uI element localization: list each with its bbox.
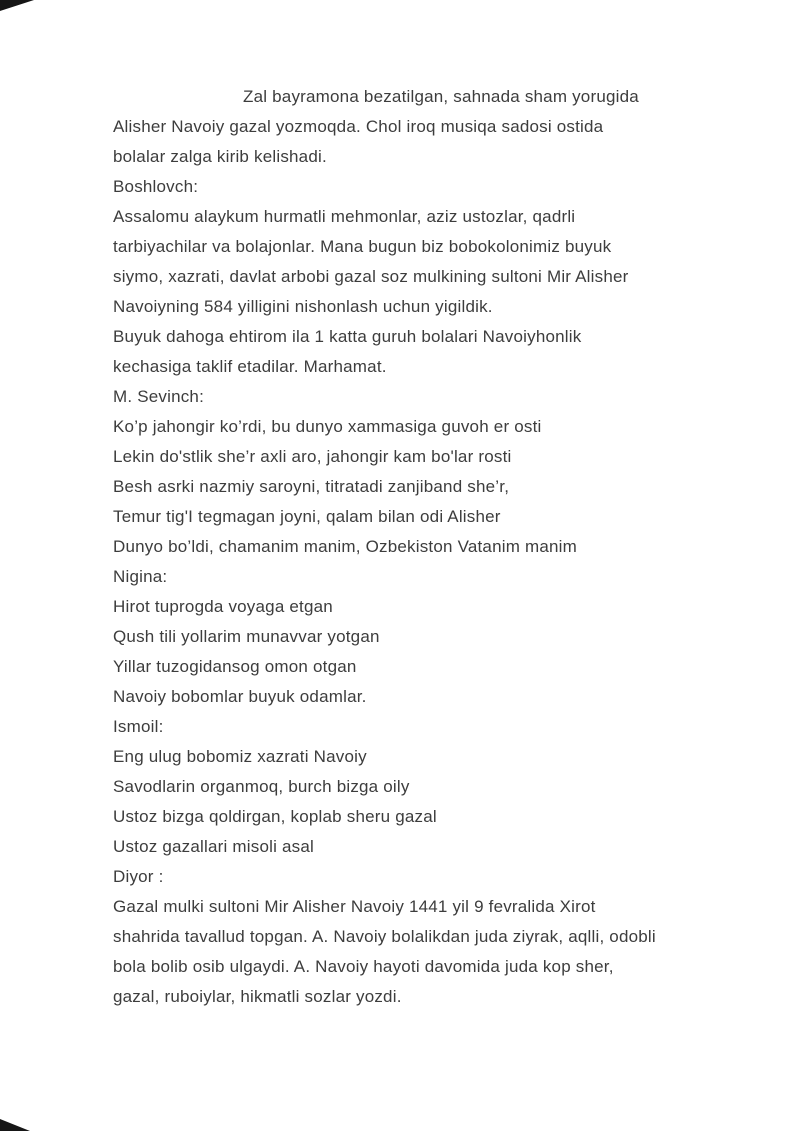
text-line: M. Sevinch: [113,387,205,406]
document-lines [113,82,745,1012]
text-line: Lekin do'stlik she’r axli aro, jahongir kam bo'lar rosti [113,447,512,466]
text-line: Dunyo bo’ldi, chamanim manim, Ozbekiston Vatanim manim [113,537,577,556]
text-line: kechasiga taklif etadilar. Marhamat. [113,357,387,376]
text-line: Buyuk dahoga ehtirom ila 1 katta guruh bolalari Navoiyhonlik [113,327,582,346]
text-line: Ustoz bizga qoldirgan, koplab sheru gazal [113,807,437,826]
text-line: Diyor : [113,867,164,886]
text-line: tarbiyachilar va bolajonlar. Mana bugun biz bobokolonimiz buyuk [113,237,612,256]
text-line: Temur tig'I tegmagan joyni, qalam bilan odi Alisher [113,507,501,526]
text-line: Hirot tuprogda voyaga etgan [113,597,333,616]
text-line: Boshlovch: [113,177,199,196]
text-line: Ko’p jahongir ko’rdi, bu dunyo xammasiga guvoh er osti [113,417,542,436]
text-line: shahrida tavallud topgan. A. Navoiy bolalikdan juda ziyrak, aqlli, odobli [113,927,656,946]
text-line: Yillar tuzogidansog omon otgan [113,657,357,676]
text-line: Ustoz gazallari misoli asal [113,837,314,856]
text-line: gazal, ruboiylar, hikmatli sozlar yozdi. [113,987,402,1006]
scan-artifact-top-left [0,0,34,11]
text-line: bolalar zalga kirib kelishadi. [113,147,327,166]
text-line: siymo, xazrati, davlat arbobi gazal soz mulkining sultoni Mir Alisher [113,267,629,286]
text-line: bola bolib osib ulgaydi. A. Navoiy hayoti davomida juda kop sher, [113,957,614,976]
text-line: Ismoil: [113,717,164,736]
text-line: Alisher Navoiy gazal yozmoqda. Chol iroq musiqa sadosi ostida [113,117,604,136]
text-line: Navoiyning 584 yilligini nishonlash uchun yigildik. [113,297,493,316]
text-line: Qush tili yollarim munavvar yotgan [113,627,380,646]
text-line: Zal bayramona bezatilgan, sahnada sham yorugida [243,87,639,106]
text-line: Savodlarin organmoq, burch bizga oily [113,777,410,796]
text-line: Navoiy bobomlar buyuk odamlar. [113,687,367,706]
scan-artifact-bottom-left [0,1119,30,1131]
text-line: Eng ulug bobomiz xazrati Navoiy [113,747,367,766]
text-line: Gazal mulki sultoni Mir Alisher Navoiy 1441 yil 9 fevralida Xirot [113,897,596,916]
text-line: Nigina: [113,567,168,586]
text-line: Assalomu alaykum hurmatli mehmonlar, aziz ustozlar, qadrli [113,207,576,226]
text-line: Besh asrki nazmiy saroyni, titratadi zanjiband she’r, [113,477,510,496]
